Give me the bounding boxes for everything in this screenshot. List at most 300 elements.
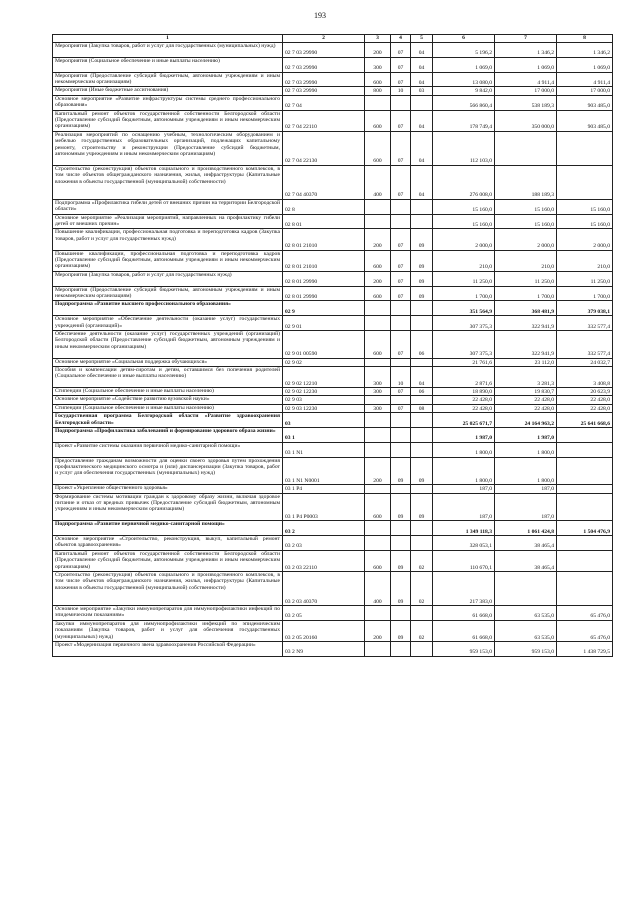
row-amount-year3: 210,0 xyxy=(557,250,613,271)
row-name: Мероприятия (Закупка товаров, работ и услуг для государственных (муниципальных) нужд) xyxy=(53,43,283,58)
row-code: 02 8 xyxy=(283,199,365,214)
table-row xyxy=(53,286,613,301)
row-expense-type: 600 xyxy=(365,330,391,358)
row-name: Основное мероприятие «Содействие развитию вузовской науки» xyxy=(53,396,283,404)
row-expense-type: 300 xyxy=(365,404,391,412)
row-subsection xyxy=(411,214,433,229)
row-section: 07 xyxy=(391,404,411,412)
row-amount-year1: 61 668,0 xyxy=(433,606,495,621)
row-amount-year1: 1 800,0 xyxy=(433,457,495,485)
row-section xyxy=(391,301,411,316)
row-name: Подпрограмма «Развитие первичной медико-санитарной помощи» xyxy=(53,521,283,536)
row-name: Стипендии (Социальное обеспечение и иные выплаты населению) xyxy=(53,404,283,412)
row-amount-year1: 110 670,1 xyxy=(433,550,495,571)
column-number: 2 xyxy=(283,35,365,43)
row-expense-type: 200 xyxy=(365,229,391,250)
row-code: 02 9 02 xyxy=(283,358,365,366)
row-amount-year2 xyxy=(495,131,557,165)
row-amount-year3: 11 250,0 xyxy=(557,271,613,286)
row-expense-type: 600 xyxy=(365,110,391,131)
row-code: 02 7 03 29990 xyxy=(283,43,365,58)
row-amount-year1: 9 842,0 xyxy=(433,87,495,95)
row-name: Основное мероприятие «Развитие инфраструктуры системы среднего профессионального образования» xyxy=(53,95,283,110)
row-section: 10 xyxy=(391,366,411,387)
row-name: Закупки иммунопрепаратов для иммунопрофилактики инфекций по эпидемическим показаниям (Закупка товаров, работ и услуг для обеспечения государственных (муниципальных) нужд) xyxy=(53,620,283,641)
column-number: 8 xyxy=(557,35,613,43)
column-number: 5 xyxy=(411,35,433,43)
row-section: 07 xyxy=(391,271,411,286)
row-code: 02 8 01 21010 xyxy=(283,229,365,250)
row-code: 02 9 xyxy=(283,301,365,316)
row-section: 09 xyxy=(391,572,411,606)
budget-table xyxy=(52,34,613,657)
row-expense-type xyxy=(365,301,391,316)
row-code: 02 9 01 xyxy=(283,316,365,331)
row-expense-type: 600 xyxy=(365,286,391,301)
row-amount-year2: 38 465,4 xyxy=(495,536,557,551)
row-amount-year1: 15 160,0 xyxy=(433,199,495,214)
row-amount-year1: 178 749,4 xyxy=(433,110,495,131)
row-amount-year1: 351 564,9 xyxy=(433,301,495,316)
row-name: Повышение квалификации, профессиональная подготовка и переподготовка кадров (Предоставление субсидий бюджетным, автономным учреждениям и иным некоммерческим организациям) xyxy=(53,250,283,271)
row-name: Реализация мероприятий по оснащению учебным, технологическим оборудованием и мебелью государственных образовательных организаций, подлежащих капитальному ремонту, строительству и реконструкции (Предоставление субсидий бюджетным, автономным учреждениям и иным некоммерческим организациям) xyxy=(53,131,283,165)
row-code: 03 1 xyxy=(283,428,365,443)
row-amount-year3 xyxy=(557,485,613,493)
table-row xyxy=(53,43,613,58)
row-section xyxy=(391,199,411,214)
row-expense-type xyxy=(365,199,391,214)
row-expense-type: 200 xyxy=(365,620,391,641)
row-section xyxy=(391,428,411,443)
row-amount-year3: 22 428,0 xyxy=(557,404,613,412)
row-amount-year2: 1 069,0 xyxy=(495,57,557,72)
table-row xyxy=(53,131,613,165)
row-section: 07 xyxy=(391,57,411,72)
row-expense-type xyxy=(365,95,391,110)
row-subsection: 04 xyxy=(411,110,433,131)
row-code: 02 7 04 xyxy=(283,95,365,110)
row-code: 02 9 02 12230 xyxy=(283,388,365,396)
row-amount-year2: 2 000,0 xyxy=(495,229,557,250)
row-name: Пособия и компенсации детям-сиротам и детям, оставшимся без попечения родителей (Социальное обеспечение и иные выплаты населению) xyxy=(53,366,283,387)
row-amount-year1: 2 871,6 xyxy=(433,366,495,387)
row-amount-year1: 21 761,6 xyxy=(433,358,495,366)
row-amount-year1: 1 987,0 xyxy=(433,428,495,443)
row-code: 03 2 03 22110 xyxy=(283,550,365,571)
row-subsection xyxy=(411,358,433,366)
row-expense-type: 200 xyxy=(365,271,391,286)
row-amount-year1: 187,0 xyxy=(433,485,495,493)
row-section xyxy=(391,536,411,551)
row-amount-year3: 22 428,0 xyxy=(557,396,613,404)
row-code: 02 8 01 29990 xyxy=(283,286,365,301)
row-amount-year2: 19 830,7 xyxy=(495,388,557,396)
row-expense-type: 200 xyxy=(365,43,391,58)
table-row xyxy=(53,199,613,214)
table-row xyxy=(53,404,613,412)
row-amount-year2: 350 000,0 xyxy=(495,110,557,131)
row-name: Капитальный ремонт объектов государственной собственности Белгородской области (Предоставление субсидий бюджетным, автономным учреждениям и иным некоммерческим организациям) xyxy=(53,550,283,571)
column-number-row xyxy=(53,35,613,43)
row-amount-year3 xyxy=(557,428,613,443)
row-amount-year2: 11 250,0 xyxy=(495,271,557,286)
row-subsection xyxy=(411,428,433,443)
row-section xyxy=(391,485,411,493)
row-amount-year2: 1 800,0 xyxy=(495,442,557,457)
row-amount-year3: 1 346,2 xyxy=(557,43,613,58)
row-subsection: 04 xyxy=(411,366,433,387)
table-row xyxy=(53,521,613,536)
row-section: 07 xyxy=(391,330,411,358)
row-code: 02 7 04 22110 xyxy=(283,110,365,131)
row-subsection: 04 xyxy=(411,165,433,199)
row-amount-year3: 903 485,0 xyxy=(557,110,613,131)
row-section: 09 xyxy=(391,620,411,641)
row-amount-year2: 1 700,0 xyxy=(495,286,557,301)
row-section: 07 xyxy=(391,43,411,58)
row-name: Основное мероприятие «Закупки иммунопрепаратов для иммунопрофилактики инфекций по эпидемическим показаниям» xyxy=(53,606,283,621)
table-row xyxy=(53,165,613,199)
row-expense-type: 800 xyxy=(365,87,391,95)
row-subsection: 06 xyxy=(411,330,433,358)
row-amount-year2: 322 941,9 xyxy=(495,316,557,331)
row-subsection xyxy=(411,396,433,404)
row-amount-year3 xyxy=(557,165,613,199)
row-amount-year3: 332 577,4 xyxy=(557,330,613,358)
row-code: 02 7 04 22130 xyxy=(283,131,365,165)
row-name: Основное мероприятие «Обеспечение деятельности (оказание услуг) государственных учреждений (организаций)» xyxy=(53,316,283,331)
table-row xyxy=(53,550,613,571)
table-row xyxy=(53,87,613,95)
row-amount-year2: 1 346,2 xyxy=(495,43,557,58)
row-code: 03 1 N1 N0001 xyxy=(283,457,365,485)
row-code: 03 2 05 20160 xyxy=(283,620,365,641)
row-subsection: 02 xyxy=(411,550,433,571)
table-row xyxy=(53,271,613,286)
row-amount-year1: 276 008,0 xyxy=(433,165,495,199)
column-number: 7 xyxy=(495,35,557,43)
row-expense-type: 300 xyxy=(365,388,391,396)
row-subsection: 09 xyxy=(411,457,433,485)
row-amount-year3: 24 032,7 xyxy=(557,358,613,366)
row-amount-year2: 38 465,4 xyxy=(495,550,557,571)
row-name: Строительство (реконструкция) объектов социального и производственного комплексов, в том числе объектов общегражданского назначения, жилья, инфраструктуры (Капитальные вложения в объекты государственной (муниципальной) собственности) xyxy=(53,572,283,606)
row-amount-year1: 307 375,3 xyxy=(433,330,495,358)
row-amount-year2: 63 535,0 xyxy=(495,620,557,641)
row-section: 07 xyxy=(391,110,411,131)
table-row xyxy=(53,316,613,331)
table-row xyxy=(53,229,613,250)
column-number: 1 xyxy=(53,35,283,43)
table-row xyxy=(53,250,613,271)
table-row xyxy=(53,413,613,428)
row-subsection: 09 xyxy=(411,493,433,521)
row-amount-year3 xyxy=(557,536,613,551)
table-row xyxy=(53,620,613,641)
row-amount-year1: 22 428,0 xyxy=(433,396,495,404)
row-name: Мероприятия (Иные бюджетные ассигнования) xyxy=(53,87,283,95)
table-row xyxy=(53,366,613,387)
row-name: Обеспечение деятельности (оказание услуг) государственных учреждений (организаций) Белгородской области (Предоставление субсидий бюджетным, автономным учреждениям и иным некоммерческим организациям) xyxy=(53,330,283,358)
row-expense-type: 600 xyxy=(365,250,391,271)
row-code: 03 2 03 40370 xyxy=(283,572,365,606)
row-name: Подпрограмма «Профилактика гибели детей от внешних причин на территории Белгородской области» xyxy=(53,199,283,214)
row-expense-type: 400 xyxy=(365,572,391,606)
row-section xyxy=(391,642,411,657)
row-amount-year3 xyxy=(557,572,613,606)
row-code: 03 2 05 xyxy=(283,606,365,621)
row-amount-year2: 210,0 xyxy=(495,250,557,271)
row-code: 02 8 01 xyxy=(283,214,365,229)
row-amount-year2: 15 160,0 xyxy=(495,214,557,229)
row-subsection xyxy=(411,301,433,316)
table-row xyxy=(53,110,613,131)
row-section: 09 xyxy=(391,550,411,571)
row-section: 07 xyxy=(391,388,411,396)
row-code: 02 7 03 29990 xyxy=(283,87,365,95)
row-amount-year1: 1 700,0 xyxy=(433,286,495,301)
row-amount-year3: 1 438 729,5 xyxy=(557,642,613,657)
table-row xyxy=(53,301,613,316)
row-section: 07 xyxy=(391,131,411,165)
row-amount-year3: 65 476,0 xyxy=(557,620,613,641)
row-subsection: 04 xyxy=(411,57,433,72)
row-amount-year2: 23 112,0 xyxy=(495,358,557,366)
row-section: 09 xyxy=(391,493,411,521)
row-subsection xyxy=(411,95,433,110)
row-amount-year1: 112 103,0 xyxy=(433,131,495,165)
row-name: Подпрограмма «Развитие высшего профессионального образования» xyxy=(53,301,283,316)
row-expense-type xyxy=(365,316,391,331)
row-name: Проект «Модернизация первичного звена здравоохранения Российской Федерации» xyxy=(53,642,283,657)
row-expense-type xyxy=(365,413,391,428)
table-row xyxy=(53,57,613,72)
row-section: 07 xyxy=(391,250,411,271)
row-section: 07 xyxy=(391,165,411,199)
table-row xyxy=(53,388,613,396)
table-row xyxy=(53,442,613,457)
table-row xyxy=(53,572,613,606)
row-amount-year3 xyxy=(557,457,613,485)
row-subsection: 08 xyxy=(411,404,433,412)
row-amount-year3: 1 069,0 xyxy=(557,57,613,72)
row-amount-year1: 11 250,0 xyxy=(433,271,495,286)
row-name: Подпрограмма «Профилактика заболеваний и формирование здорового образа жизни» xyxy=(53,428,283,443)
row-amount-year3: 1 504 476,9 xyxy=(557,521,613,536)
row-expense-type xyxy=(365,358,391,366)
row-amount-year3: 3 408,8 xyxy=(557,366,613,387)
row-section: 07 xyxy=(391,229,411,250)
row-subsection xyxy=(411,199,433,214)
row-expense-type xyxy=(365,442,391,457)
row-subsection xyxy=(411,642,433,657)
row-amount-year1: 15 160,0 xyxy=(433,214,495,229)
row-amount-year1: 217 383,0 xyxy=(433,572,495,606)
column-number: 3 xyxy=(365,35,391,43)
row-amount-year1: 959 153,0 xyxy=(433,642,495,657)
row-amount-year2: 22 428,0 xyxy=(495,396,557,404)
row-name: Капитальный ремонт объектов государственной собственности Белгородской области (Предоставление субсидий бюджетным, автономным учреждениям и иным некоммерческим организациям) xyxy=(53,110,283,131)
table-row xyxy=(53,642,613,657)
table-row xyxy=(53,95,613,110)
row-subsection: 02 xyxy=(411,620,433,641)
row-expense-type: 300 xyxy=(365,366,391,387)
row-code: 03 2 xyxy=(283,521,365,536)
row-amount-year3: 17 000,0 xyxy=(557,87,613,95)
row-expense-type: 200 xyxy=(365,457,391,485)
row-amount-year3: 15 160,0 xyxy=(557,199,613,214)
row-subsection xyxy=(411,316,433,331)
row-amount-year2: 1 987,0 xyxy=(495,428,557,443)
table-row xyxy=(53,606,613,621)
row-amount-year2: 187,0 xyxy=(495,485,557,493)
row-amount-year1: 210,0 xyxy=(433,250,495,271)
row-section xyxy=(391,396,411,404)
row-amount-year1: 328 053,1 xyxy=(433,536,495,551)
row-subsection xyxy=(411,485,433,493)
row-expense-type xyxy=(365,396,391,404)
row-amount-year2: 1 061 424,8 xyxy=(495,521,557,536)
row-name: Мероприятия (Социальное обеспечение и иные выплаты населению) xyxy=(53,57,283,72)
row-expense-type xyxy=(365,521,391,536)
row-amount-year3: 332 577,4 xyxy=(557,316,613,331)
row-code: 03 2 03 xyxy=(283,536,365,551)
row-amount-year3: 25 641 668,6 xyxy=(557,413,613,428)
row-amount-year2: 959 153,0 xyxy=(495,642,557,657)
row-name: Формирование системы мотивации граждан к здоровому образу жизни, включая здоровое питание и отказ от вредных привычек (Предоставление субсидий бюджетным, автономным учреждениям и иным некоммерческим организациям) xyxy=(53,493,283,521)
row-section xyxy=(391,442,411,457)
row-expense-type xyxy=(365,485,391,493)
row-expense-type: 600 xyxy=(365,131,391,165)
row-amount-year1: 1 069,0 xyxy=(433,57,495,72)
row-code: 03 1 P4 P0003 xyxy=(283,493,365,521)
row-name: Мероприятия (Закупка товаров, работ и услуг для государственных нужд) xyxy=(53,271,283,286)
table-row xyxy=(53,493,613,521)
row-name: Государственная программа Белгородской области «Развитие здравоохранения Белгородской области» xyxy=(53,413,283,428)
row-subsection: 03 xyxy=(411,87,433,95)
row-amount-year1: 25 025 671,7 xyxy=(433,413,495,428)
table-row xyxy=(53,396,613,404)
row-amount-year2: 3 281,3 xyxy=(495,366,557,387)
row-section: 07 xyxy=(391,72,411,87)
row-amount-year1: 61 668,0 xyxy=(433,620,495,641)
row-code: 02 7 03 29990 xyxy=(283,72,365,87)
row-subsection: 09 xyxy=(411,271,433,286)
row-amount-year1: 18 890,0 xyxy=(433,388,495,396)
row-subsection xyxy=(411,521,433,536)
row-expense-type xyxy=(365,428,391,443)
row-code: 02 8 01 21010 xyxy=(283,250,365,271)
row-section xyxy=(391,413,411,428)
row-amount-year3: 379 038,1 xyxy=(557,301,613,316)
row-code: 02 9 03 12230 xyxy=(283,404,365,412)
table-row xyxy=(53,457,613,485)
row-name: Строительство (реконструкция) объектов социального и производственного комплексов, в том числе объектов общегражданского назначения, жилья, инфраструктуры (Капитальные вложения в объекты государственной (муниципальной) собственности) xyxy=(53,165,283,199)
table-row xyxy=(53,485,613,493)
row-subsection: 09 xyxy=(411,229,433,250)
row-amount-year2: 63 535,0 xyxy=(495,606,557,621)
page-number: 193 xyxy=(314,11,326,20)
row-code: 02 9 03 xyxy=(283,396,365,404)
row-subsection xyxy=(411,442,433,457)
row-subsection xyxy=(411,536,433,551)
row-name: Мероприятия (Предоставление субсидий бюджетным, автономным учреждениям и иным некоммерческим организациям) xyxy=(53,286,283,301)
row-amount-year2: 322 941,9 xyxy=(495,330,557,358)
row-subsection: 04 xyxy=(411,43,433,58)
row-code: 03 1 P4 xyxy=(283,485,365,493)
row-section xyxy=(391,521,411,536)
row-expense-type: 400 xyxy=(365,165,391,199)
row-name: Основное мероприятие «Строительство, реконструкция, выкуп, капитальный ремонт объектов здравоохранения» xyxy=(53,536,283,551)
row-amount-year2: 1 800,0 xyxy=(495,457,557,485)
row-expense-type xyxy=(365,606,391,621)
row-amount-year3: 15 160,0 xyxy=(557,214,613,229)
row-subsection: 02 xyxy=(411,572,433,606)
row-expense-type xyxy=(365,642,391,657)
row-section xyxy=(391,358,411,366)
row-amount-year1: 566 860,4 xyxy=(433,95,495,110)
row-amount-year2 xyxy=(495,572,557,606)
row-amount-year2: 24 164 963,2 xyxy=(495,413,557,428)
row-amount-year2: 4 911,4 xyxy=(495,72,557,87)
row-name: Основное мероприятие «Реализация мероприятий, направленных на профилактику гибели детей от внешних причин» xyxy=(53,214,283,229)
row-name: Мероприятия (Предоставление субсидий бюджетным, автономным учреждениям и иным некоммерческим организациям) xyxy=(53,72,283,87)
row-subsection xyxy=(411,606,433,621)
row-name: Проект «Укрепление общественного здоровья» xyxy=(53,485,283,493)
row-expense-type xyxy=(365,536,391,551)
row-subsection: 06 xyxy=(411,388,433,396)
row-name: Проект «Развитие системы оказания первичной медико-санитарной помощи» xyxy=(53,442,283,457)
row-amount-year1: 187,0 xyxy=(433,493,495,521)
row-amount-year3 xyxy=(557,131,613,165)
row-section xyxy=(391,316,411,331)
table-row xyxy=(53,536,613,551)
row-section: 07 xyxy=(391,286,411,301)
row-amount-year2: 187,0 xyxy=(495,493,557,521)
row-code: 02 9 02 12210 xyxy=(283,366,365,387)
row-section xyxy=(391,95,411,110)
row-amount-year3 xyxy=(557,550,613,571)
row-expense-type: 300 xyxy=(365,57,391,72)
row-section: 10 xyxy=(391,87,411,95)
row-subsection: 09 xyxy=(411,286,433,301)
row-amount-year2: 15 160,0 xyxy=(495,199,557,214)
row-expense-type xyxy=(365,214,391,229)
row-amount-year1: 2 000,0 xyxy=(433,229,495,250)
row-code: 03 2 N9 xyxy=(283,642,365,657)
row-code: 03 xyxy=(283,413,365,428)
row-expense-type: 600 xyxy=(365,550,391,571)
row-code: 02 7 04 40370 xyxy=(283,165,365,199)
row-section xyxy=(391,606,411,621)
row-code: 02 9 01 00590 xyxy=(283,330,365,358)
row-expense-type: 600 xyxy=(365,493,391,521)
row-code: 02 7 03 29990 xyxy=(283,57,365,72)
row-code: 03 1 N1 xyxy=(283,442,365,457)
row-amount-year1: 5 196,2 xyxy=(433,43,495,58)
row-amount-year1: 22 428,0 xyxy=(433,404,495,412)
row-amount-year3: 65 476,0 xyxy=(557,606,613,621)
table-row xyxy=(53,330,613,358)
table-row xyxy=(53,358,613,366)
row-amount-year3 xyxy=(557,442,613,457)
row-amount-year3 xyxy=(557,493,613,521)
row-name: Предоставление гражданам возможности для оценки своего здоровья путем прохождения профилактического медицинского осмотра и (или) диспансеризации (Закупка товаров, работ и услуг для обеспечения государственных (муниципальных) нужд) xyxy=(53,457,283,485)
table-row xyxy=(53,214,613,229)
row-section: 09 xyxy=(391,457,411,485)
row-name: Повышение квалификации, профессиональная подготовка и переподготовка кадров (Закупка товаров, работ и услуг для государственных нужд) xyxy=(53,229,283,250)
row-amount-year2: 22 428,0 xyxy=(495,404,557,412)
